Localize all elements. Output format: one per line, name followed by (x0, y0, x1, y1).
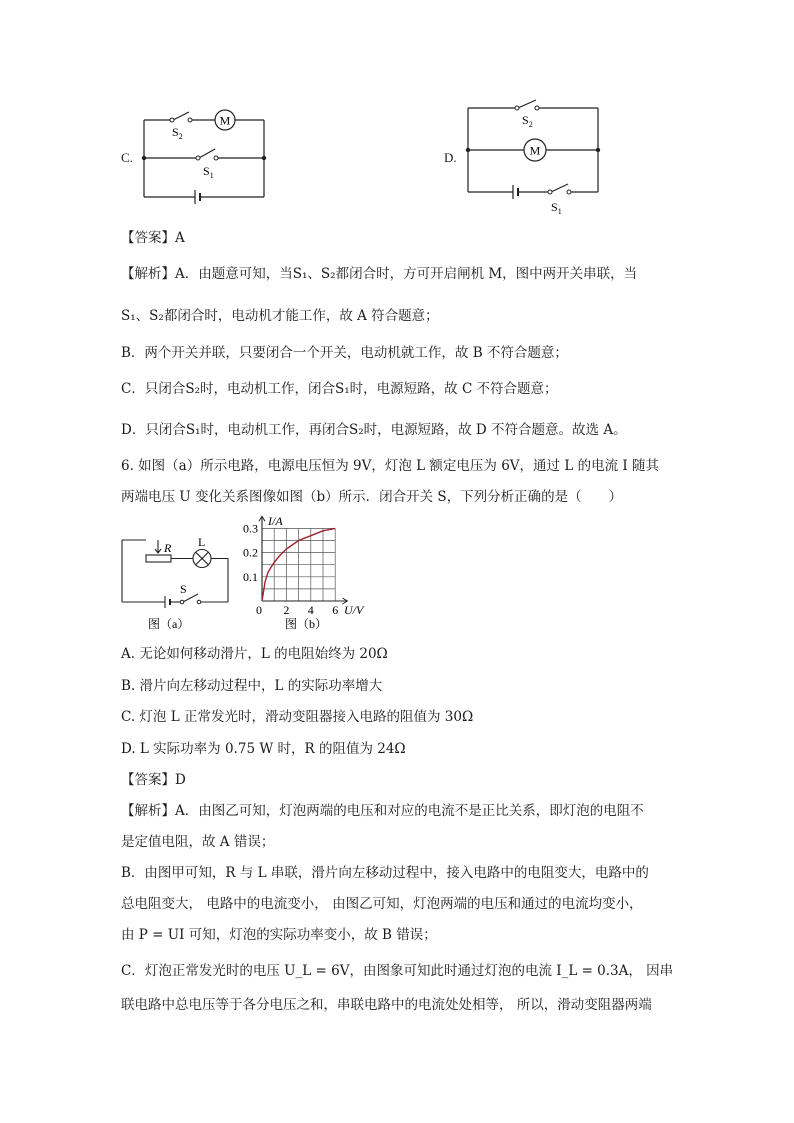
motor-label-c: M (219, 113, 231, 128)
figure-b-caption: 图（b） (285, 617, 328, 631)
q6-analysis-line6: C．灯泡正常发光时的电压 U_L = 6V，由图象可知此时通过灯泡的电流 I_L = 0.3A， 因串 (121, 963, 674, 979)
q6-analysis-line3: B．由图甲可知，R 与 L 串联，滑片向左移动过程中，接入电路中的电阻变大，电路中的 (121, 865, 649, 881)
switch-s-label: S (180, 582, 187, 596)
q6-option-d: D. L 实际功率为 0.75 W 时，R 的阻值为 24Ω (121, 741, 406, 757)
chart-ylabel: I/A (268, 514, 283, 528)
option-d-label: D. (444, 150, 457, 165)
q6-analysis-line7: 联电路中总电压等于各分电压之和，串联电路中的电流处处相等， 所以，滑动变阻器两端 (121, 997, 652, 1013)
x-tick-label: 0 (256, 603, 262, 617)
y-tick-label: 0.3 (243, 521, 258, 536)
q5-analysis-line4: C．只闭合S₂时，电动机工作，闭合S₁时，电源短路，故 C 不符合题意； (121, 381, 558, 397)
switch-s1-label-d: $S_1$ (551, 200, 562, 216)
q6-analysis-line1: 【解析】A．由图乙可知，灯泡两端的电压和对应的电流不是正比关系，即灯泡的电阻不 (121, 803, 644, 819)
q6-stem-line1: 6. 如图（a）所示电路，电源电压恒为 9V，灯泡 L 额定电压为 6V，通过 L 的电流 I 随其 (121, 458, 659, 474)
switch-s2-label-c: $S_2$ (172, 125, 183, 141)
q6-analysis-line2: 是定值电阻，故 A 错误； (121, 834, 275, 850)
x-tick-label: 4 (307, 603, 314, 617)
option-c-label: C. (121, 150, 133, 165)
y-tick-label: 0.1 (243, 569, 258, 584)
q5-analysis-line3: B．两个开关并联，只要闭合一个开关，电动机就工作，故 B 不符合题意； (121, 345, 568, 361)
x-tick-label: 6 (332, 603, 339, 617)
q6-stem-line2: 两端电压 U 变化关系图像如图（b）所示．闭合开关 S，下列分析正确的是（ ） (121, 489, 623, 505)
q6-analysis-line4: 总电阻变大， 电路中的电流变小， 由图乙可知，灯泡两端的电压和通过的电流均变小， (121, 896, 643, 912)
q6-answer: 【答案】D (121, 772, 186, 788)
q6-option-a: A. 无论如何移动滑片，L 的电阻始终为 20Ω (121, 646, 388, 662)
switch-s2-label-d: $S_2$ (522, 113, 533, 129)
q6-analysis-line5: 由 P = UI 可知，灯泡的实际功率变小，故 B 错误； (121, 927, 437, 943)
q6-option-b: B. 滑片向左移动过程中，L 的实际功率增大 (121, 678, 383, 694)
chart-xlabel: U/V (344, 603, 364, 617)
x-tick-label: 2 (283, 603, 290, 617)
lamp-l-label: L (198, 535, 206, 549)
figure-a-caption: 图（a） (148, 617, 190, 631)
y-tick-label: 0.2 (243, 545, 258, 560)
q5-analysis-line1: 【解析】A．由题意可知，当S₁、S₂都闭合时，方可开启闸机 M，图中两开关串联，当 (121, 266, 638, 282)
q5-analysis-line2: S₁、S₂都闭合时，电动机才能工作，故 A 符合题意； (121, 308, 439, 324)
q5-answer: 【答案】A (121, 230, 185, 246)
motor-label-d: M (529, 143, 541, 158)
q6-option-c: C. 灯泡 L 正常发光时，滑动变阻器接入电路的阻值为 30Ω (121, 709, 474, 725)
switch-s1-label-c: $S_1$ (203, 164, 214, 180)
q5-analysis-line5: D．只闭合S₁时，电动机工作，再闭合S₂时，电源短路，故 D 不符合题意。故选 A。 (121, 422, 627, 438)
resistor-r-label: R (164, 541, 172, 555)
